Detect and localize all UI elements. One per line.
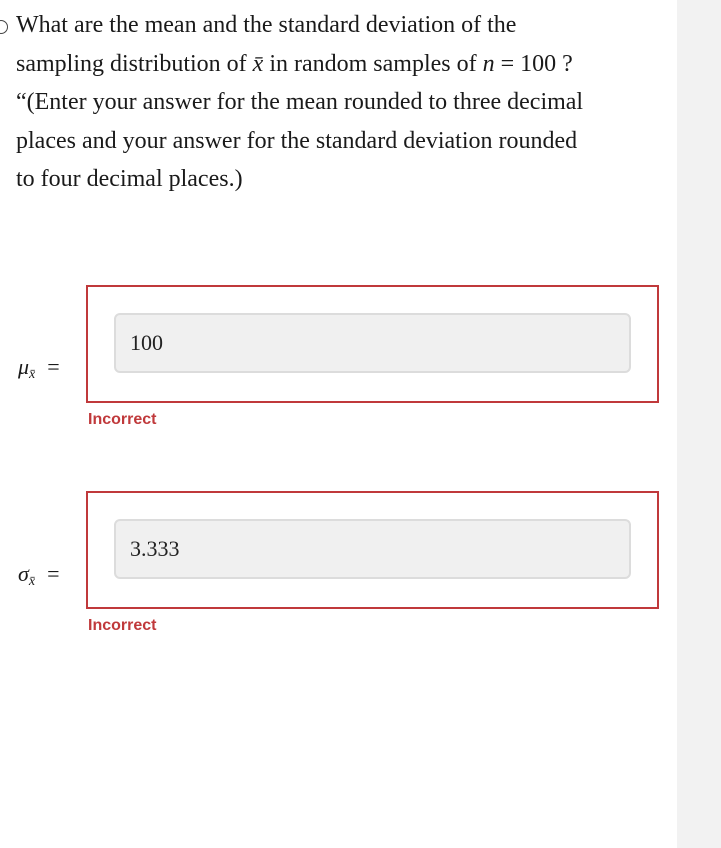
question-bullet-icon xyxy=(0,20,8,34)
mean-subscript: x̄ xyxy=(29,367,36,382)
question-line-4: places and your answer for the standard deviation rounded xyxy=(16,127,578,154)
sd-input[interactable]: 3.333 xyxy=(114,519,631,579)
question-line-2-middle: in random samples of xyxy=(263,50,483,77)
mu-symbol: μ xyxy=(18,354,30,379)
question-line-2-suffix: = 100 ? xyxy=(494,50,573,77)
mean-label xyxy=(18,354,60,383)
mean-answer-box xyxy=(86,285,659,403)
question-text xyxy=(16,6,666,199)
sd-equals: = xyxy=(47,561,60,586)
mean-input[interactable]: 100 xyxy=(114,313,631,373)
question-line-2-prefix: sampling distribution of xyxy=(16,50,253,77)
sd-subscript: x̄ xyxy=(28,574,36,589)
question-line-5: to four decimal places.) xyxy=(16,166,243,192)
n-symbol: n xyxy=(482,50,495,77)
right-side-panel xyxy=(677,0,721,848)
question-line-2 xyxy=(16,45,666,84)
question-line-1: What are the mean and the standard deviation of the xyxy=(16,12,517,38)
sd-answer-box xyxy=(86,491,659,609)
question-line-3: “(Enter your answer for the mean rounded to three decimal xyxy=(16,89,584,115)
mean-equals: = xyxy=(47,354,60,379)
x-bar-symbol: x̄ xyxy=(252,50,264,77)
sd-feedback: Incorrect xyxy=(88,617,157,634)
mean-feedback: Incorrect xyxy=(88,411,157,428)
sd-label xyxy=(18,561,60,590)
sigma-symbol: σ xyxy=(18,561,29,586)
